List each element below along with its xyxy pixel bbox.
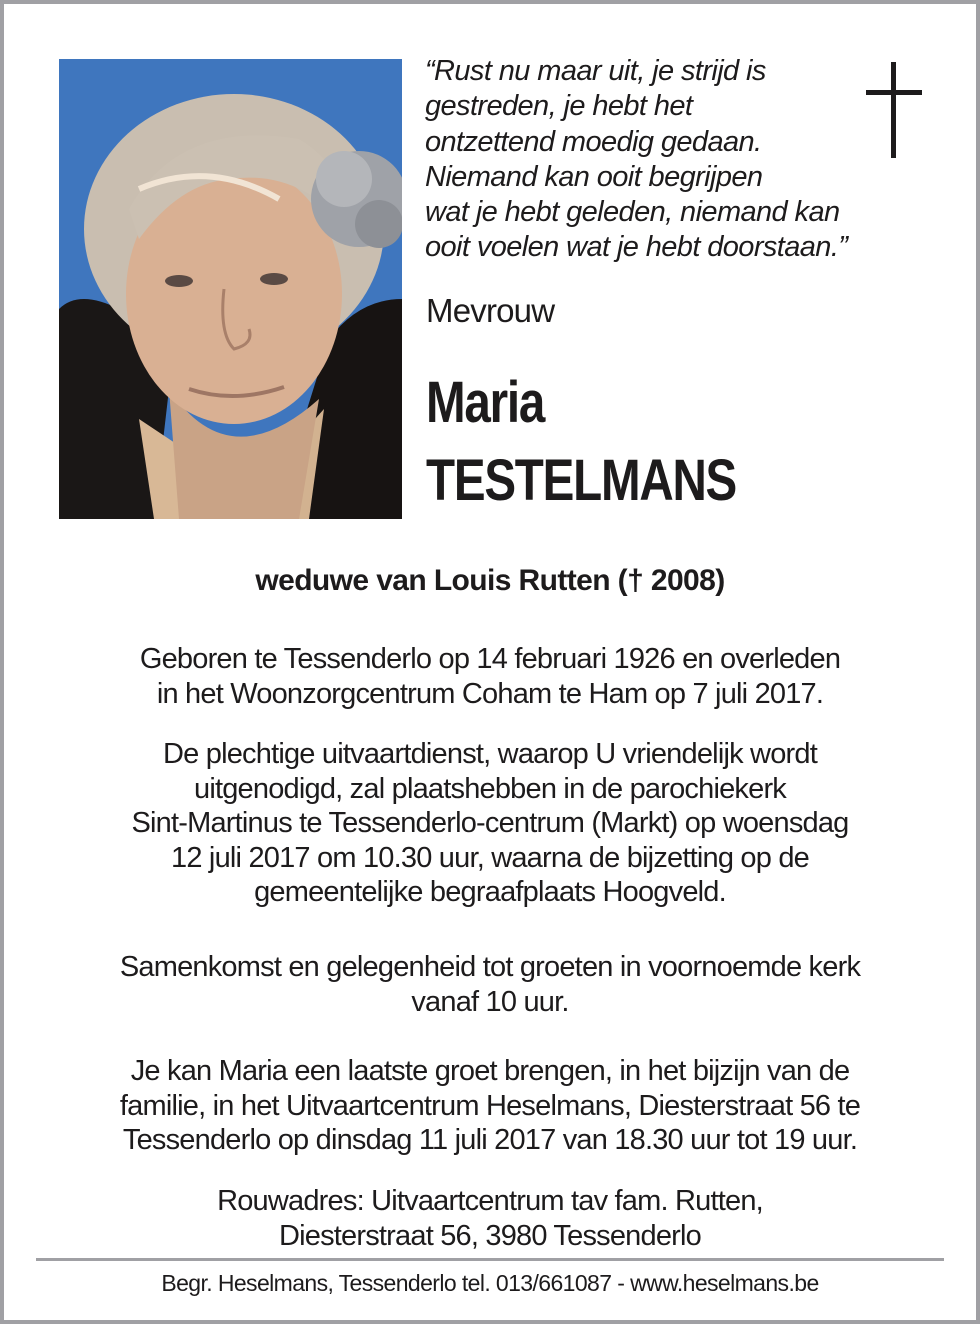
portrait-photo (59, 59, 402, 519)
cross-icon (866, 62, 922, 158)
portrait-image (59, 59, 402, 519)
paragraph-line: in het Woonzorgcentrum Coham te Ham op 7 juli 2017. (156, 677, 824, 710)
widow-of: weduwe van Louis Rutten († 2008) (255, 564, 725, 597)
visitation-paragraph (4, 1054, 976, 1158)
paragraph-line: Diesterstraat 56, 3980 Tessenderlo (278, 1219, 702, 1252)
footer-divider (36, 1258, 944, 1261)
paragraph-line: Tessenderlo op dinsdag 11 juli 2017 van 18.30 uur tot 19 uur. (122, 1124, 858, 1156)
deceased-name (426, 364, 736, 520)
paragraph-line: familie, in het Uitvaartcentrum Heselmans, Diesterstraat 56 te (119, 1089, 861, 1122)
mourning-address (4, 1184, 976, 1253)
quote-line: gestreden, je hebt het (425, 90, 693, 123)
obituary-card (4, 4, 976, 1320)
first-name: Maria (426, 370, 545, 435)
paragraph-line: Geboren te Tessenderlo op 14 februari 1926 en overleden (139, 643, 841, 675)
birth-death-paragraph (4, 642, 976, 711)
honorific: Mevrouw (426, 292, 555, 329)
quote-line: wat je hebt geleden, niemand kan (425, 196, 840, 229)
last-name: TESTELMANS (426, 448, 737, 513)
memorial-quote (425, 54, 905, 266)
paragraph-line: 12 juli 2017 om 10.30 uur, waarna de bijzetting op de (171, 841, 809, 874)
quote-line: ooit voelen wat je hebt doorstaan.” (425, 231, 848, 264)
paragraph-line: gemeentelijke begraafplaats Hoogveld. (254, 876, 726, 908)
quote-line: “Rust nu maar uit, je strijd is (425, 55, 766, 87)
quote-line: Niemand kan ooit begrijpen (425, 160, 763, 193)
paragraph-line: De plechtige uitvaartdienst, waarop U vriendelijk wordt (163, 738, 817, 770)
paragraph-line: Samenkomst en gelegenheid tot groeten in voornoemde kerk (119, 951, 861, 983)
paragraph-line: Sint-Martinus te Tessenderlo-centrum (Markt) op woensdag (131, 807, 849, 839)
paragraph-line: Je kan Maria een laatste groet brengen, in het bijzijn van de (130, 1055, 850, 1087)
funeral-home-footer: Begr. Heselmans, Tessenderlo tel. 013/661087 - www.heselmans.be (161, 1270, 819, 1296)
paragraph-line: vanaf 10 uur. (411, 985, 569, 1018)
quote-line: ontzettend moedig gedaan. (425, 125, 762, 158)
funeral-paragraph (4, 737, 976, 910)
gathering-paragraph (4, 950, 976, 1019)
paragraph-line: uitgenodigd, zal plaatshebben in de parochiekerk (194, 772, 786, 805)
paragraph-line: Rouwadres: Uitvaartcentrum tav fam. Rutten, (217, 1185, 763, 1217)
